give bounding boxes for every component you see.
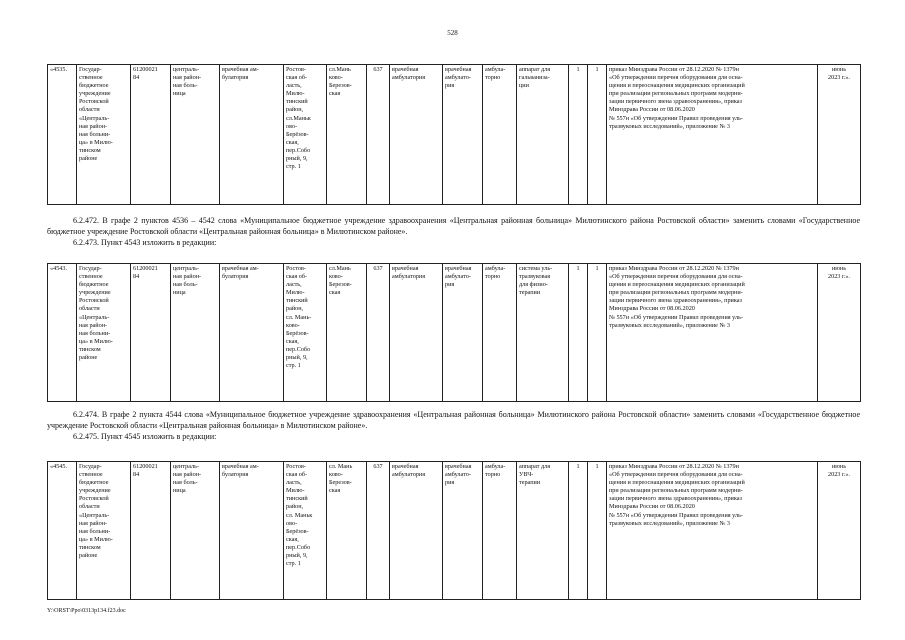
paragraph-block-2 xyxy=(47,409,860,442)
cell-number: «4543. xyxy=(48,264,77,402)
cell-code-637: 637 xyxy=(367,65,390,205)
cell-subdivision: централь- ная район- ная боль- ница xyxy=(171,264,220,402)
cell-type-2: врачебная амбулато- рия xyxy=(443,264,483,402)
cell-subdivision: централь- ная район- ная боль- ница xyxy=(171,462,220,600)
cell-settlement: сл. Мань ково- Березов- ская xyxy=(327,462,367,600)
cell-equipment: аппарат для УВЧ- терапии xyxy=(517,462,569,600)
cell-settlement: сл.Мань ково- Березов- ская xyxy=(327,65,367,205)
cell-equipment: аппарат для гальваниза- ции xyxy=(517,65,569,205)
cell-order: приказ Минздрава России от 28.12.2020 № 1379н «Об утверждении перечня оборудования для осна- щения и переоснащения медицинских организаций при реализации региональных программ модерни- зации первичного звена здравоохранения», приказ Минздрава России от 08.06.2020 № 557н «Об утверждении Правил проведения уль- тразвуковых исследований», приложение № 3 xyxy=(607,462,818,600)
cell-conditions: амбула- торно xyxy=(483,462,517,600)
cell-unit: врачебная ам- булатория xyxy=(220,65,284,205)
cell-quantity-1: 1 xyxy=(569,65,588,205)
table-row-4543 xyxy=(47,263,861,402)
cell-unit: врачебная ам- булатория xyxy=(220,462,284,600)
paragraph-6-2-474: 6.2.474. В графе 2 пункта 4544 слова «Муниципальное бюджетное учреждение здравоохранения «Центральная районная больница» Милютинского района Ростовской области» заменить словами «Государственное бюджетное учреждение Ростовской области «Центральная районная больница» в Милютинском районе». xyxy=(47,410,860,430)
table-row-4545 xyxy=(47,461,861,600)
cell-equipment: система уль- тразвуковая для физио- терапии xyxy=(517,264,569,402)
cell-quantity-1: 1 xyxy=(569,264,588,402)
cell-code: 61200021 84 xyxy=(131,65,171,205)
cell-type: врачебная амбулатория xyxy=(390,462,443,600)
cell-date: июнь 2023 г.». xyxy=(818,65,861,205)
cell-type: врачебная амбулатория xyxy=(390,264,443,402)
cell-order: приказ Минздрава России от 28.12.2020 № 1379н «Об утверждении перечня оборудования для осна- щения и переоснащения медицинских организаций при реализации региональных программ модерни- зации первичного звена здравоохранения», приказ Минздрава России от 08.06.2020 № 557н «Об утверждении Правил проведения уль- тразвуковых исследований», приложение № 3 xyxy=(607,65,818,205)
cell-number: «4545. xyxy=(48,462,77,600)
cell-address: Ростов- ская об- ласть, Милю- тинский район, сл. Мань- ково- Берёзов- ская, пер.Собо рный, 9, стр. 1 xyxy=(284,264,327,402)
cell-number: «4535. xyxy=(48,65,77,205)
cell-subdivision: централь- ная район- ная боль- ница xyxy=(171,65,220,205)
cell-type: врачебная амбулатория xyxy=(390,65,443,205)
cell-address: Ростов- ская об- ласть, Милю- тинский район, сл.Маньк ово- Берёзов- ская, пер.Собо рный, 9, стр. 1 xyxy=(284,65,327,205)
cell-type-2: врачебная амбулато- рия xyxy=(443,462,483,600)
cell-date: июнь 2023 г.». xyxy=(818,462,861,600)
cell-settlement: сл.Мань ково- Березов- ская xyxy=(327,264,367,402)
cell-code: 61200021 84 xyxy=(131,462,171,600)
footer-file-path: Y:\ORST\Ppo\0313p134.f23.doc xyxy=(47,608,126,614)
cell-code-637: 637 xyxy=(367,462,390,600)
cell-type-2: врачебная амбулато- рия xyxy=(443,65,483,205)
cell-quantity-2: 1 xyxy=(588,264,607,402)
cell-organization: Государ- ственное бюджетное учреждение Ростовской области «Централь- ная район- ная больни- ца» в Милю- тинском районе xyxy=(77,65,131,205)
table-row-4535 xyxy=(47,64,861,205)
cell-quantity-1: 1 xyxy=(569,462,588,600)
cell-order: приказ Минздрава России от 28.12.2020 № 1379н «Об утверждении перечня оборудования для осна- щения и переоснащения медицинских организаций при реализации региональных программ модерни- зации первичного звена здравоохранения», приказ Минздрава России от 08.06.2020 № 557н «Об утверждении Правил проведения уль- тразвуковых исследований», приложение № 3 xyxy=(607,264,818,402)
cell-conditions: амбула- торно xyxy=(483,65,517,205)
cell-quantity-2: 1 xyxy=(588,462,607,600)
cell-code-637: 637 xyxy=(367,264,390,402)
paragraph-6-2-473: 6.2.473. Пункт 4543 изложить в редакции: xyxy=(73,238,217,247)
cell-conditions: амбула- торно xyxy=(483,264,517,402)
page-number: 528 xyxy=(447,29,458,37)
paragraph-6-2-472: 6.2.472. В графе 2 пунктов 4536 – 4542 слова «Муниципальное бюджетное учреждение здравоохранения «Центральная районная больница» Милютинского района Ростовской области» заменить словами «Государственное бюджетное учреждение Ростовской области «Центральная районная больница» в Милютинском районе». xyxy=(47,216,860,236)
cell-organization: Государ- ственное бюджетное учреждение Ростовской области «Централь- ная район- ная больни- ца» в Милю- тинском районе xyxy=(77,264,131,402)
cell-date: июнь 2023 г.». xyxy=(818,264,861,402)
paragraph-block-1 xyxy=(47,215,860,248)
cell-address: Ростов- ская об- ласть, Милю- тинский район, сл. Маньк ово- Берёзов- ская, пер.Собо рный, 9, стр. 1 xyxy=(284,462,327,600)
paragraph-6-2-475: 6.2.475. Пункт 4545 изложить в редакции: xyxy=(73,432,217,441)
cell-unit: врачебная ам- булатория xyxy=(220,264,284,402)
cell-quantity-2: 1 xyxy=(588,65,607,205)
cell-organization: Государ- ственное бюджетное учреждение Ростовской области «Централь- ная район- ная больни- ца» в Милю- тинском районе xyxy=(77,462,131,600)
cell-code: 61200021 84 xyxy=(131,264,171,402)
